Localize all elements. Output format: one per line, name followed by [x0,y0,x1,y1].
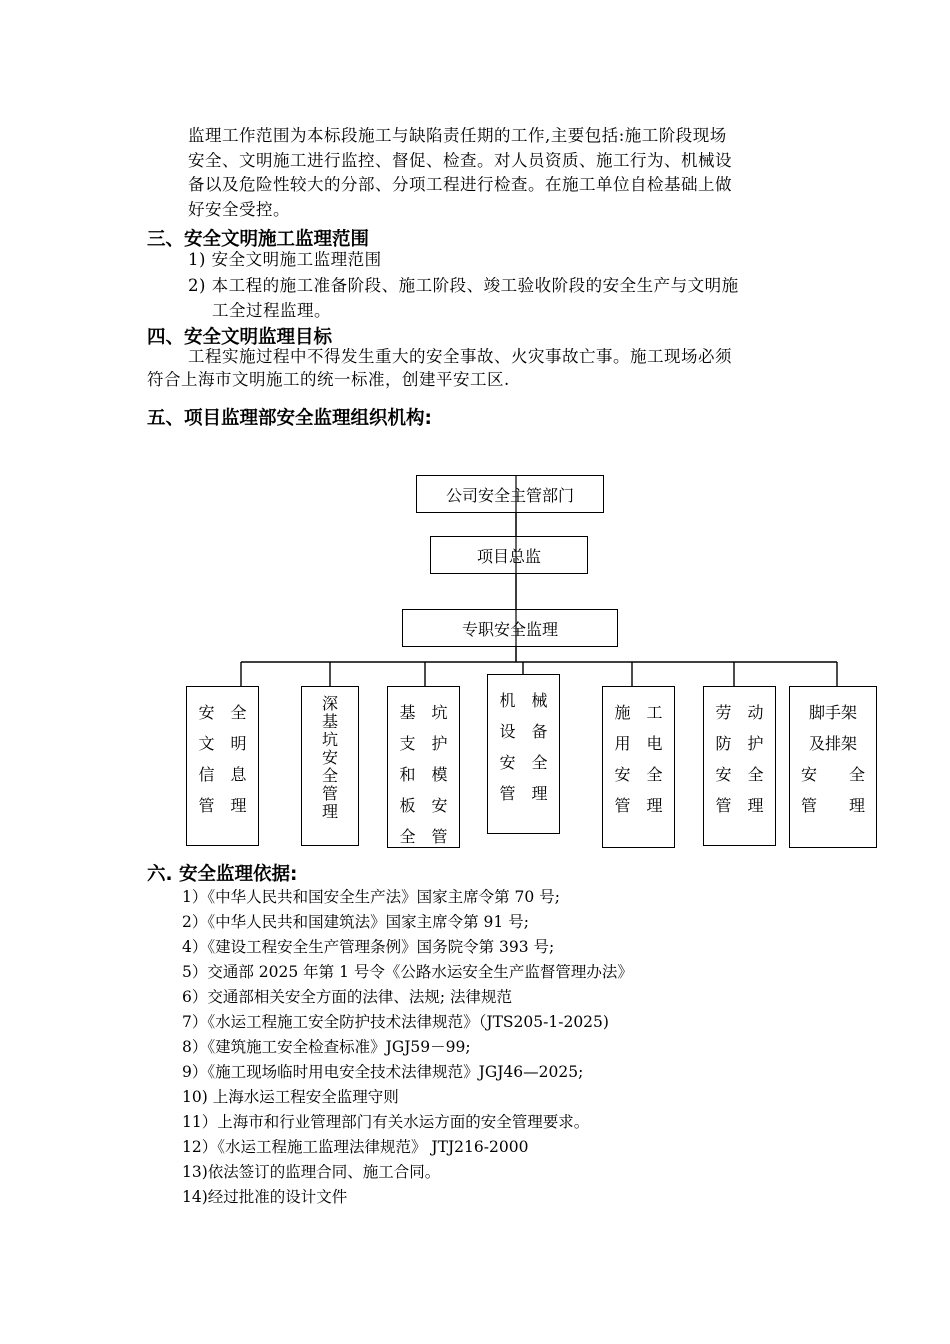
org-box-label: 项目总监 [476,546,541,566]
box-line: 安 全 [715,765,764,784]
box-line: 管 理 [198,796,247,815]
box-line: 板 安 [399,796,448,815]
box-line: 信 息 [198,765,247,784]
list-item: 9）《施工现场临时用电安全技术法律规范》JGJ46—2025; [182,1063,584,1081]
section4-line-2: 符合上海市文明施工的统一标准，创建平安工区. [147,370,510,389]
section3-title: 三、安全文明施工监理范围 [147,229,370,250]
box-line: 文 明 [198,734,247,753]
box-line: 防 护 [715,734,764,753]
list-item: 6）交通部相关安全方面的法律、法规; 法律规范 [182,988,513,1006]
org-box-safety-supervisor [402,609,618,647]
box-line: 和 模 [399,765,448,784]
box-line: 安 全 [499,753,548,772]
box-line: 管 理 [614,796,663,815]
list-item: 2）《中华人民共和国建筑法》国家主席令第 91 号; [182,913,529,931]
box-line: 施 工 [614,703,663,722]
section5-title: 五、项目监理部安全监理组织机构: [147,408,432,429]
org-box-scaffolding [789,686,877,848]
list-item: 7）《水运工程施工安全防护技术法律规范》（JTS205-1-2025) [182,1013,609,1031]
box-line: 用 电 [614,734,663,753]
list-item: 1）《中华人民共和国安全生产法》国家主席令第 70 号; [182,888,560,906]
org-box-project-director [430,536,588,574]
org-box-pit-support-formwork [387,686,460,848]
section4-line-1: 工程实施过程中不得发生重大的安全事故、火灾事故亡事。施工现场必须 [188,347,732,366]
list-item: 8）《建筑施工安全检查标准》JGJ59－99; [182,1038,471,1056]
intro-line: 备以及危险性较大的分部、分项工程进行检查。在施工单位自检基础上做 [188,175,732,194]
list-item: 10) 上海水运工程安全监理守则 [182,1088,399,1106]
box-line: 管 理 [499,784,548,803]
org-box-machinery-safety [487,674,560,834]
list-item: 14)经过批准的设计文件 [182,1188,348,1206]
box-line: 设 备 [499,722,548,741]
section3-item-2-cont: 工全过程监理。 [212,301,331,320]
list-item: 12）《水运工程施工监理法律规范》 JTJ216-2000 [182,1138,529,1156]
box-line: 管 理 [800,796,865,815]
section3-item-1: 1) 安全文明施工监理范围 [188,250,382,269]
section3-item-2: 2) 本工程的施工准备阶段、施工阶段、竣工验收阶段的安全生产与文明施 [188,276,739,295]
box-line: 及排架 [808,734,857,753]
box-line: 全 管 [399,827,448,846]
list-item: 13)依法签订的监理合同、施工合同。 [182,1163,441,1181]
org-box-label: 专职安全监理 [461,619,558,639]
list-item: 4）《建设工程安全生产管理条例》国务院令第 393 号; [182,938,555,956]
basis-list [182,887,633,1212]
box-line: 支 护 [399,734,448,753]
org-box-deep-pit-safety [301,686,359,846]
org-box-electric-safety [602,686,675,848]
org-box-label: 公司安全主管部门 [445,485,574,505]
box-line: 安 全 [198,703,247,722]
list-item: 5）交通部 2025 年第 1 号令《公路水运安全生产监督管理办法》 [182,963,633,981]
box-line: 劳 动 [715,703,764,722]
list-item: 11）上海市和行业管理部门有关水运方面的安全管理要求。 [182,1113,590,1131]
box-line: 管 理 [715,796,764,815]
section6-title: 六. 安全监理依据: [147,864,298,885]
box-line: 安 全 [614,765,663,784]
box-vertical-text: 深基坑安全管理 [321,694,338,821]
box-line: 机 械 [499,691,548,710]
intro-line: 好安全受控。 [188,199,290,219]
intro-line: 安全、文明施工进行监控、督促、检查。对人员资质、施工行为、机械设 [188,150,732,170]
org-box-civilization-info [186,686,259,846]
section4-title: 四、安全文明监理目标 [147,327,333,348]
org-box-labor-protection [703,686,776,846]
box-line: 脚手架 [808,703,857,722]
org-box-company-safety-dept [416,475,604,513]
intro-line: 监理工作范围为本标段施工与缺陷责任期的工作,主要包括:施工阶段现场 [188,126,727,145]
box-line: 基 坑 [399,703,448,722]
box-line: 安 全 [800,765,865,784]
